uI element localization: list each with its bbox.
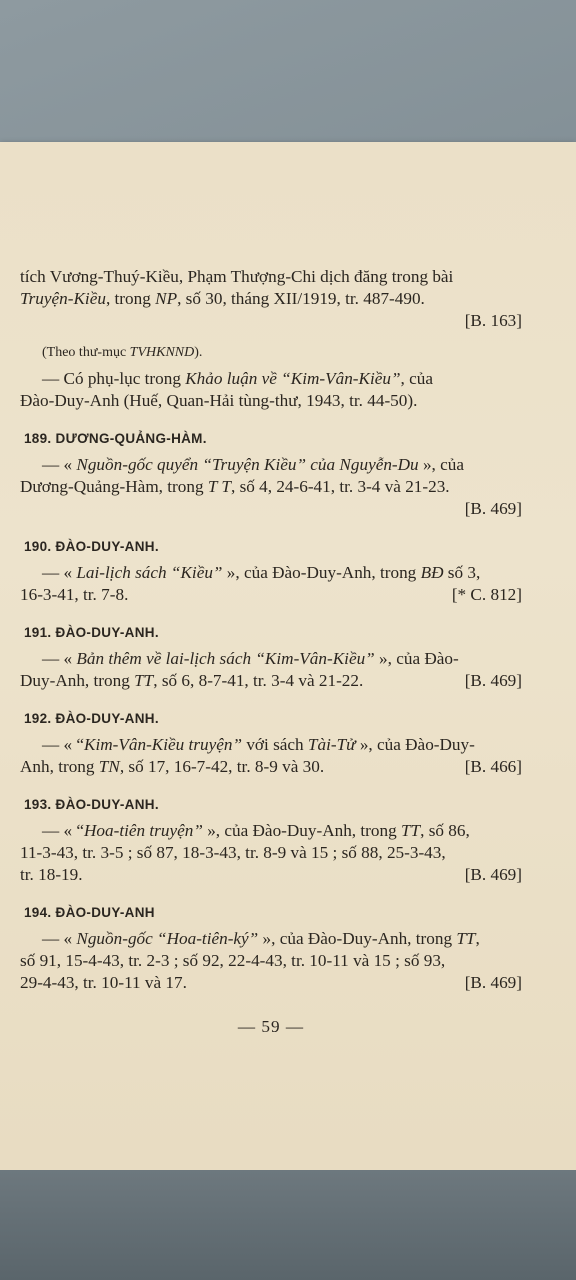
text-line: Truyện-Kiều, trong NP, số 30, tháng XII/1919, tr. 487-490. <box>20 289 425 308</box>
entry-line: tr. 18-19. [B. 469] <box>20 865 522 884</box>
entry-line: 11-3-43, tr. 3-5 ; số 87, 18-3-43, tr. 8-9 và 15 ; số 88, 25-3-43, <box>20 843 446 862</box>
entry-line: Duy-Anh, trong TT, số 6, 8-7-41, tr. 3-4 và 21-22. [B. 469] <box>20 671 522 690</box>
entry-line: — « Nguồn-gốc “Hoa-tiên-ký” », của Đào-Duy-Anh, trong TT, <box>42 929 480 948</box>
entry-line: 29-4-43, tr. 10-11 và 17. [B. 469] <box>20 973 522 992</box>
reference-code: [B. 469] <box>464 671 522 690</box>
entry-line: số 91, 15-4-43, tr. 2-3 ; số 92, 22-4-43, tr. 10-11 và 15 ; số 93, <box>20 951 446 970</box>
entry-line: 16-3-41, tr. 7-8. [* C. 812] <box>20 585 522 604</box>
entry-heading: 193. ĐÀO-DUY-ANH. <box>24 797 159 812</box>
entry-heading: 191. ĐÀO-DUY-ANH. <box>24 625 159 640</box>
entry-line: — « “Kim-Vân-Kiều truyện” với sách Tài-Tử », của Đào-Duy- <box>42 735 475 754</box>
text-line: — Có phụ-lục trong Khảo luận về “Kim-Vân-Kiều”, của <box>42 369 433 388</box>
text-line: tích Vương-Thuý-Kiều, Phạm Thượng-Chi dịch đăng trong bài <box>20 267 454 286</box>
page-number: — 59 — <box>237 1017 305 1036</box>
entry-heading: 189. DƯƠNG-QUẢNG-HÀM. <box>24 431 207 446</box>
entry-line: — « Nguồn-gốc quyển “Truyện Kiều” của Nguyễn-Du », của <box>42 455 464 474</box>
entry-heading: 194. ĐÀO-DUY-ANH <box>24 905 155 920</box>
page-text <box>20 266 522 1038</box>
reference-code: [B. 469] <box>464 499 522 518</box>
reference-code: [B. 466] <box>464 757 522 776</box>
background-floor <box>0 1170 576 1280</box>
entry-heading: 190. ĐÀO-DUY-ANH. <box>24 539 159 554</box>
note-line: (Theo thư-mục TVHKNND). <box>42 345 203 360</box>
entry-line: — « Bản thêm về lai-lịch sách “Kim-Vân-Kiều” », của Đào- <box>42 649 459 668</box>
reference-code: [* C. 812] <box>451 585 522 604</box>
text-line: Đào-Duy-Anh (Huế, Quan-Hải tùng-thư, 1943, tr. 44-50). <box>20 391 418 410</box>
entry-line: — « “Hoa-tiên truyện” », của Đào-Duy-Anh, trong TT, số 86, <box>42 821 470 840</box>
entry-line: — « Lai-lịch sách “Kiều” », của Đào-Duy-Anh, trong BĐ số 3, <box>42 563 481 582</box>
reference-code: [B. 469] <box>464 973 522 992</box>
reference-code: [B. 469] <box>464 865 522 884</box>
entry-heading: 192. ĐÀO-DUY-ANH. <box>24 711 159 726</box>
reference-code: [B. 163] <box>464 311 522 330</box>
entry-line: Anh, trong TN, số 17, 16-7-42, tr. 8-9 và 30. [B. 466] <box>20 757 522 776</box>
entry-line: Dương-Quảng-Hàm, trong T T, số 4, 24-6-41, tr. 3-4 và 21-23. <box>20 477 450 496</box>
